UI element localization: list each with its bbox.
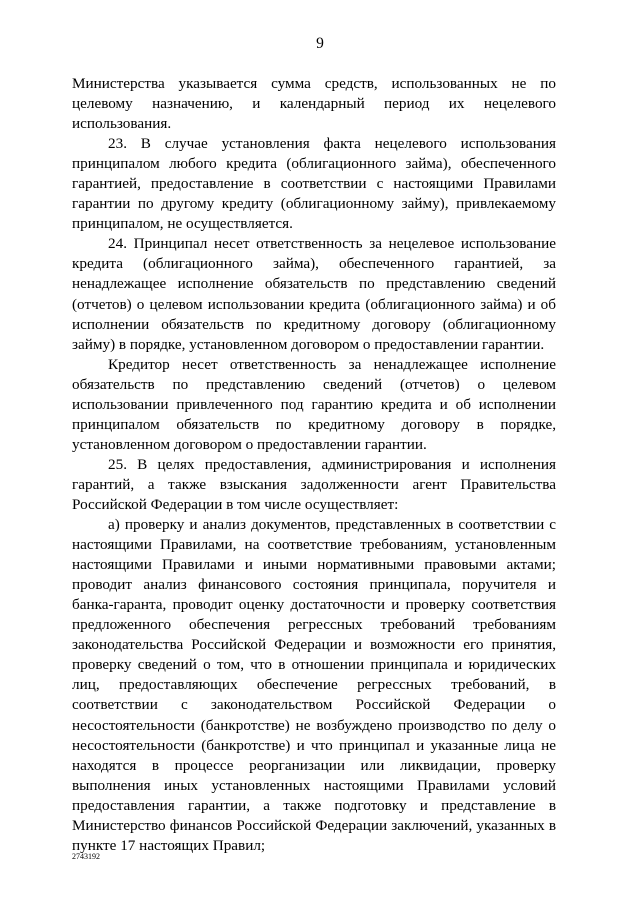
paragraph-item-24: 24. Принципал несет ответственность за нецелевое использование кредита (облигационного займа), обеспеченного гарантией, за ненадлежащее исполнение обязательств по представлению сведений (отчетов) о целевом использовании кредита (облигационного займа) и об исполнении обязательств по кредитному договору (облигационному займу) в порядке, установленном договором о предоставлении гарантии. bbox=[72, 235, 556, 353]
document-body bbox=[72, 74, 556, 856]
paragraph-creditor-responsibility: Кредитор несет ответственность за ненадлежащее исполнение обязательств по представлению сведений (отчетов) о целевом использовании привлеченного под гарантию кредита и об исполнении принципалом обязательств по кредитному договору в порядке, установленном договором о предоставлении гарантии. bbox=[72, 355, 556, 453]
paragraph-item-25-a: а) проверку и анализ документов, представленных в соответствии с настоящими Правилами, на соответствие требованиям, установленным настоящими Правилами и иными нормативными правовыми актами; проводит анализ финансового состояния принципала, поручителя и банка-гаранта, проводит оценку достаточности и проверку соответствия предложенного обеспечения регрессных требований требованиям законодательства Российской Федерации и возможности его принятия, проверку сведений о том, что в отношении принципала и юридических лиц, предоставляющих обеспечение регрессных требований, в соответствии с законодательством Российской Федерации о несостоятельности (банкротстве) не возбуждено производство по делу о несостоятельности (банкротстве) и что принципал и указанные лица не находятся в процессе реорганизации или ликвидации, проверку выполнения иных установленных настоящими Правилами условий предоставления гарантии, а также подготовку и представление в Министерство финансов Российской Федерации заключений, указанных в пункте 17 настоящих Правил; bbox=[72, 516, 556, 854]
paragraph-item-23: 23. В случае установления факта нецелевого использования принципалом любого кредита (облигационного займа), обеспеченного гарантией, предоставление в соответствии с настоящими Правилами гарантии по другому кредиту (облигационному займу), привлекаемому принципалом, не осуществляется. bbox=[72, 135, 556, 233]
page-number: 9 bbox=[316, 35, 324, 52]
paragraph-continuation: Министерства указывается сумма средств, использованных не по целевому назначению, и календарный период их нецелевого использования. bbox=[72, 75, 556, 133]
document-code: 2743192 bbox=[72, 852, 100, 861]
paragraph-item-25: 25. В целях предоставления, администрирования и исполнения гарантий, а также взыскания задолженности агент Правительства Российской Федерации в том числе осуществляет: bbox=[72, 455, 556, 513]
